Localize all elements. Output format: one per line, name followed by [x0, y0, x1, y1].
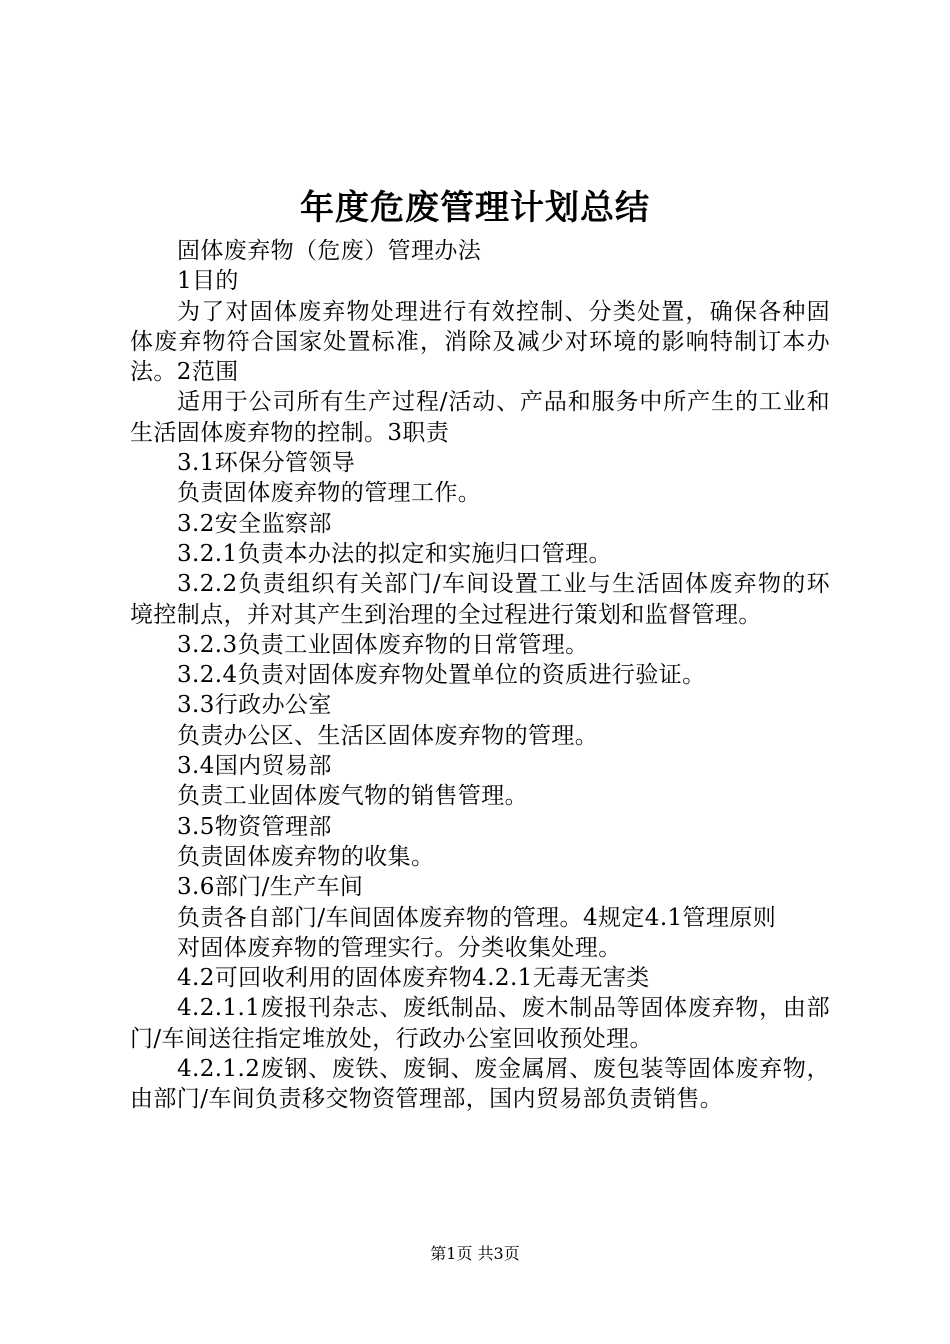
paragraph: 负责固体废弃物的收集。: [177, 843, 435, 870]
paragraph: 3.3行政办公室: [177, 692, 332, 719]
paragraph: 3.1环保分管领导: [177, 450, 356, 477]
paragraph: 固体废弃物（危废）管理办法: [177, 238, 482, 264]
paragraph: 适用于公司所有生产过程/活动、产品和服务中所产生的工业和生活固体废弃物的控制。3职责: [130, 389, 830, 446]
paragraph: 负责工业固体废气物的销售管理。: [177, 783, 528, 810]
paragraph: 为了对固体废弃物处理进行有效控制、分类处置，确保各种固体废弃物符合国家处置标准，消除及减少对环境的影响特制订本办法。2范围: [130, 298, 830, 386]
paragraph: 负责固体废弃物的管理工作。: [177, 480, 482, 507]
paragraph: 4.2可回收利用的固体废弃物4.2.1无毒无害类: [177, 965, 650, 992]
paragraph: 3.5物资管理部: [177, 813, 332, 840]
paragraph: 负责办公区、生活区固体废弃物的管理。: [177, 722, 599, 749]
page-footer: 第1页 共3页: [430, 1244, 520, 1263]
paragraph: 3.2.2负责组织有关部门/车间设置工业与生活固体废弃物的环境控制点，并对其产生到治理的全过程进行策划和监督管理。: [130, 571, 830, 628]
paragraph: 对固体废弃物的管理实行。分类收集处理。: [177, 934, 622, 961]
paragraph: 负责各自部门/车间固体废弃物的管理。4规定4.1管理原则: [177, 904, 777, 931]
document-body: [130, 236, 830, 1115]
paragraph: 3.2安全监察部: [177, 510, 332, 537]
paragraph: 1目的: [177, 268, 239, 295]
paragraph: 3.2.3负责工业固体废弃物的日常管理。: [177, 631, 589, 658]
paragraph: 3.6部门/生产车间: [177, 874, 364, 901]
paragraph: 3.4国内贸易部: [177, 753, 332, 780]
document-title: 年度危废管理计划总结: [300, 188, 650, 228]
paragraph: 3.2.1负责本办法的拟定和实施归口管理。: [177, 540, 612, 567]
paragraph: 4.2.1.2废钢、废铁、废铜、废金属屑、废包装等固体废弃物，由部门/车间负责移交物资管理部，国内贸易部负责销售。: [130, 1056, 830, 1113]
paragraph: 4.2.1.1废报刊杂志、废纸制品、废木制品等固体废弃物，由部门/车间送往指定堆放处，行政办公室回收预处理。: [130, 995, 830, 1052]
paragraph: 3.2.4负责对固体废弃物处置单位的资质进行验证。: [177, 662, 706, 689]
